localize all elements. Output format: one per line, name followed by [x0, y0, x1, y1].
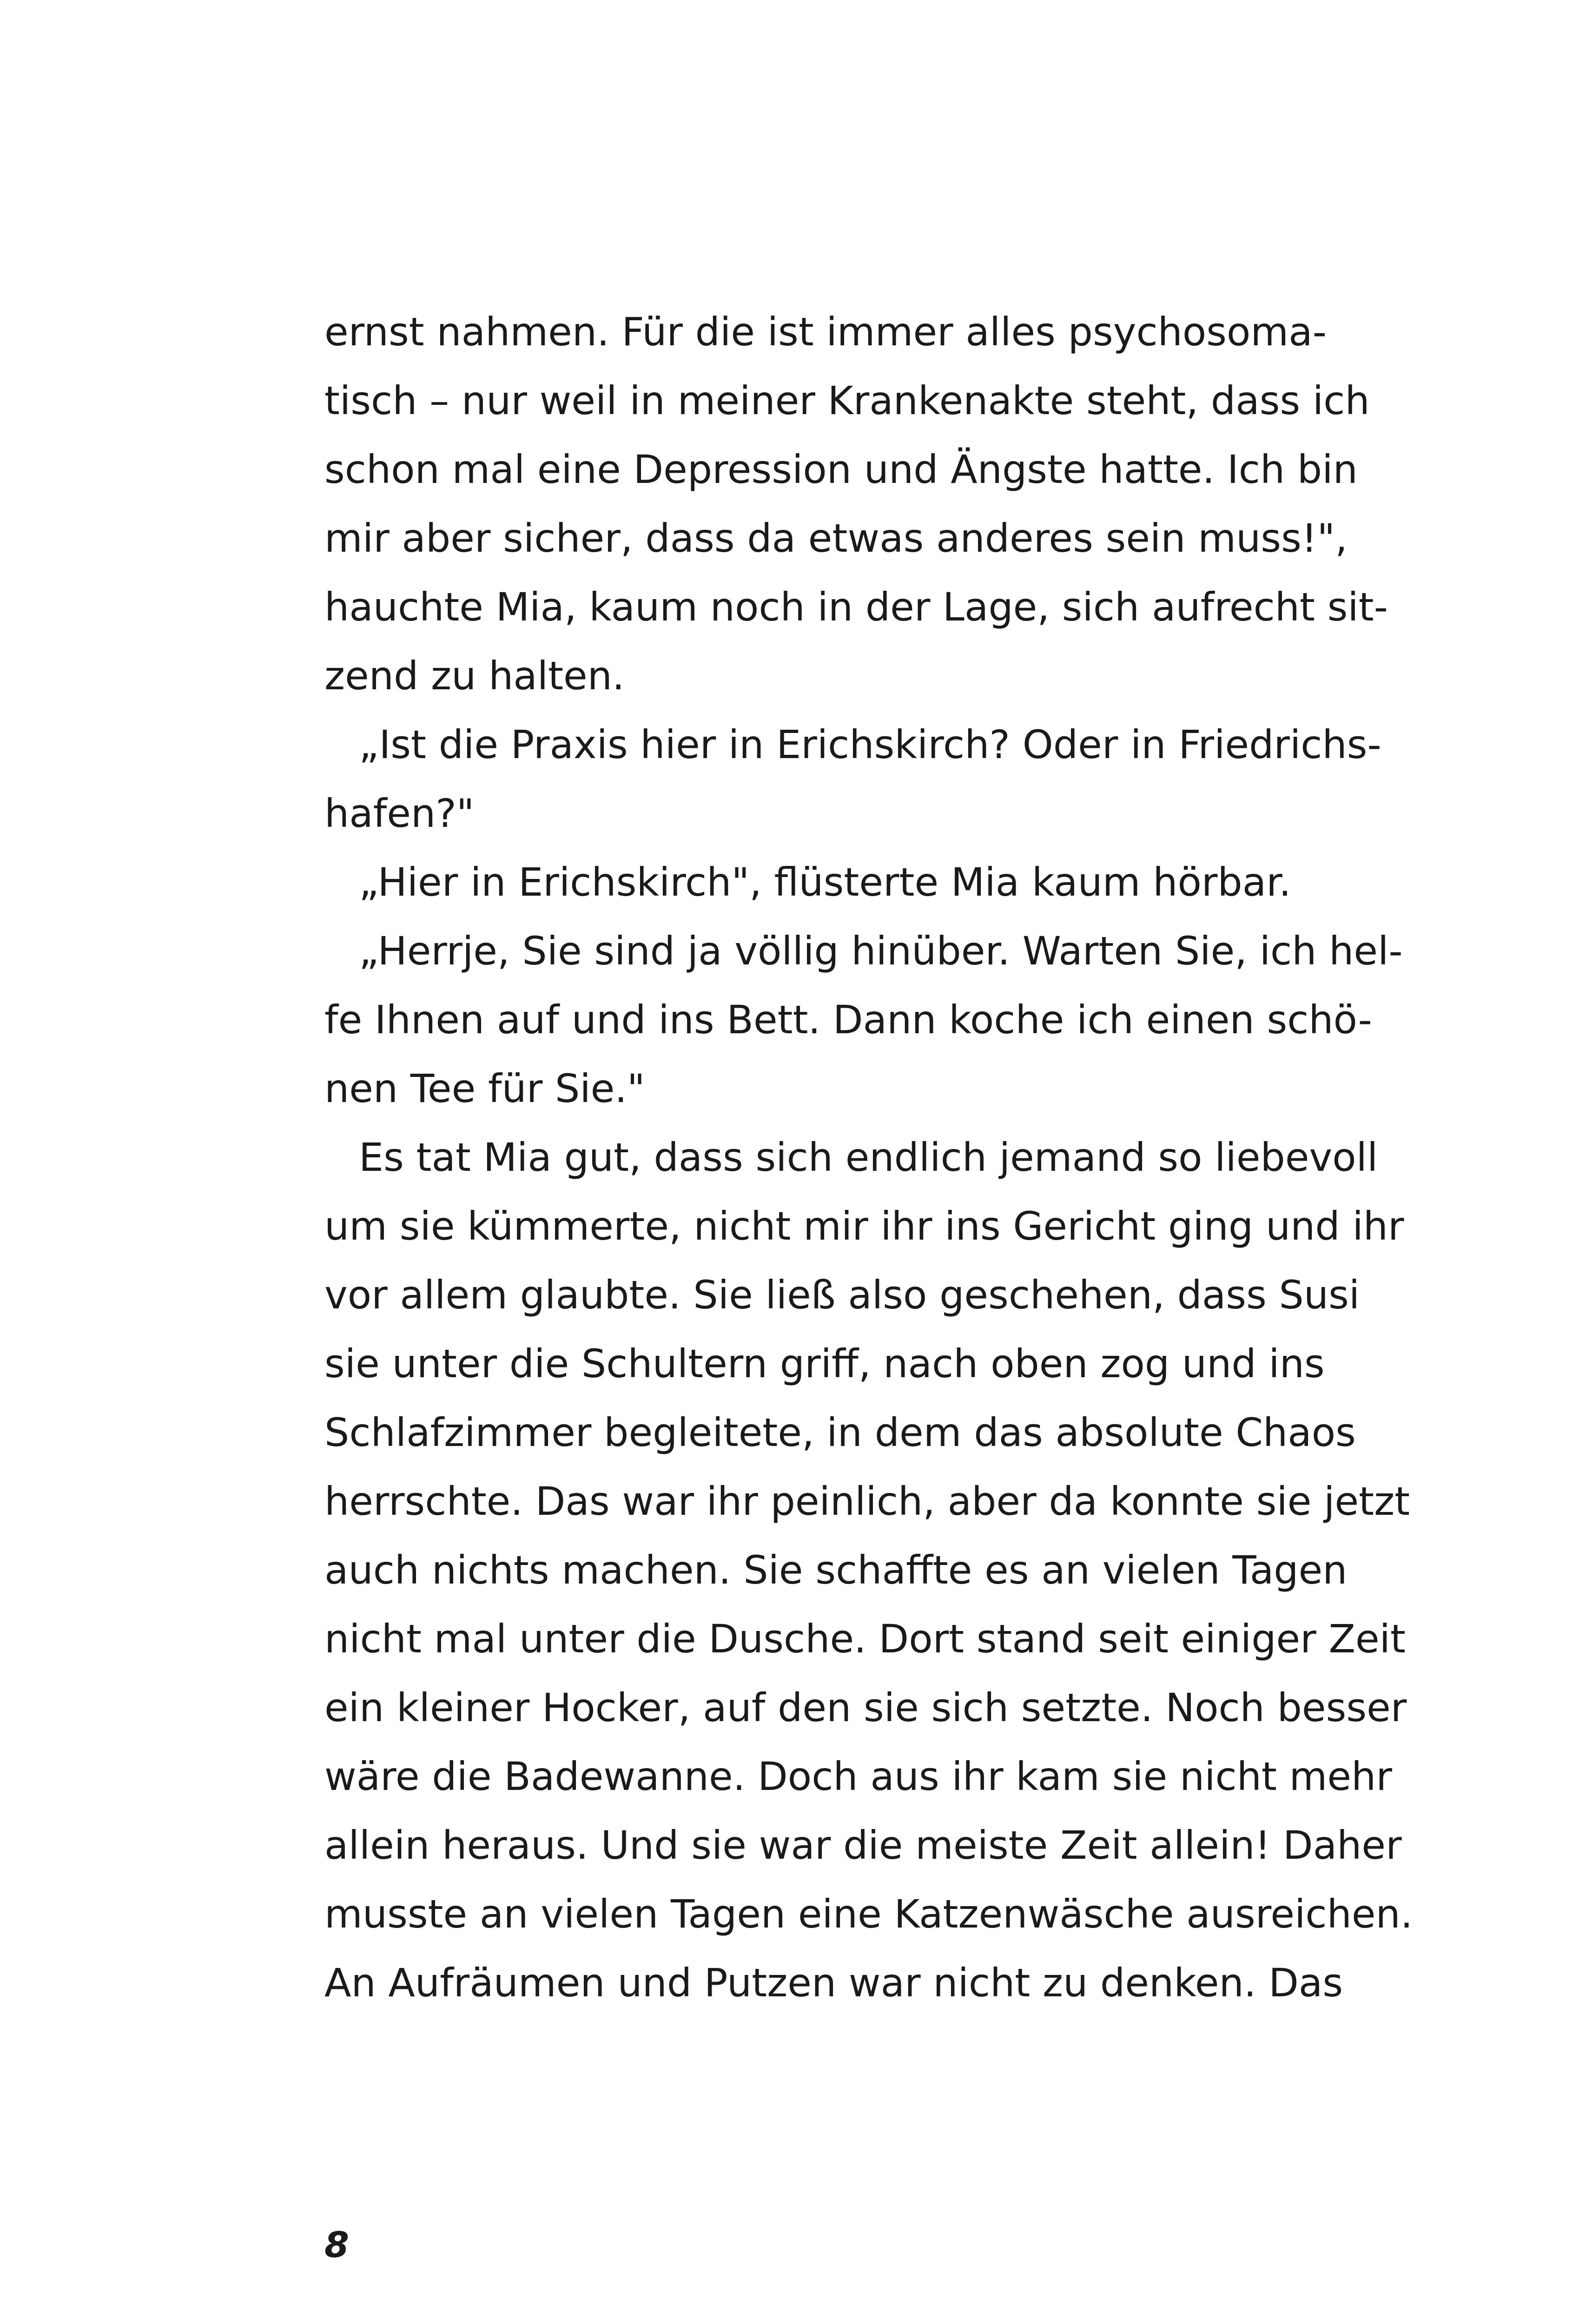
text-line: auch nichts machen. Sie schaffte es an vielen Tagen — [324, 1547, 1348, 1593]
text-line: fe Ihnen auf und ins Bett. Dann koche ich einen schö- — [324, 997, 1372, 1043]
text-line: wäre die Badewanne. Doch aus ihr kam sie nicht mehr — [324, 1754, 1392, 1799]
text-line: hauchte Mia, kaum noch in der Lage, sich aufrecht sit- — [324, 584, 1388, 630]
text-line: ernst nahmen. Für die ist immer alles psychosoma- — [324, 309, 1327, 355]
text-line: tisch – nur weil in meiner Krankenakte steht, dass ich — [324, 378, 1370, 423]
text-line: schon mal eine Depression und Ängste hatte. Ich bin — [324, 447, 1358, 492]
text-line: An Aufräumen und Putzen war nicht zu denken. Das — [324, 1960, 1343, 2006]
text-line: musste an vielen Tagen eine Katzenwäsche ausreichen. — [324, 1891, 1413, 1937]
text-line: „Hier in Erichskirch", flüsterte Mia kaum hörbar. — [359, 859, 1291, 905]
text-line: allein heraus. Und sie war die meiste Zeit allein! Daher — [324, 1822, 1402, 1868]
text-line: vor allem glaubte. Sie ließ also geschehen, dass Susi — [324, 1272, 1360, 1318]
text-line: „Ist die Praxis hier in Erichskirch? Oder in Friedrichs- — [359, 722, 1381, 767]
text-line: zend zu halten. — [324, 653, 625, 699]
text-line: um sie kümmerte, nicht mir ihr ins Gericht ging und ihr — [324, 1203, 1404, 1249]
text-line: sie unter die Schultern griff, nach oben zog und ins — [324, 1341, 1325, 1386]
text-line: Schlafzimmer begleitete, in dem das absolute Chaos — [324, 1410, 1356, 1455]
body-text — [324, 297, 1413, 2017]
text-line: mir aber sicher, dass da etwas anderes sein muss!", — [324, 515, 1348, 561]
text-line: ein kleiner Hocker, auf den sie sich setzte. Noch besser — [324, 1685, 1407, 1730]
text-line: hafen?" — [324, 791, 475, 836]
text-line: nicht mal unter die Dusche. Dort stand seit einiger Zeit — [324, 1616, 1406, 1662]
text-line: Es tat Mia gut, dass sich endlich jemand so liebevoll — [359, 1135, 1378, 1180]
page-number: 8 — [324, 2224, 349, 2265]
text-line: „Herrje, Sie sind ja völlig hinüber. Warten Sie, ich hel- — [359, 928, 1403, 974]
text-line: nen Tee für Sie." — [324, 1066, 645, 1111]
text-line: herrschte. Das war ihr peinlich, aber da konnte sie jetzt — [324, 1479, 1410, 1524]
